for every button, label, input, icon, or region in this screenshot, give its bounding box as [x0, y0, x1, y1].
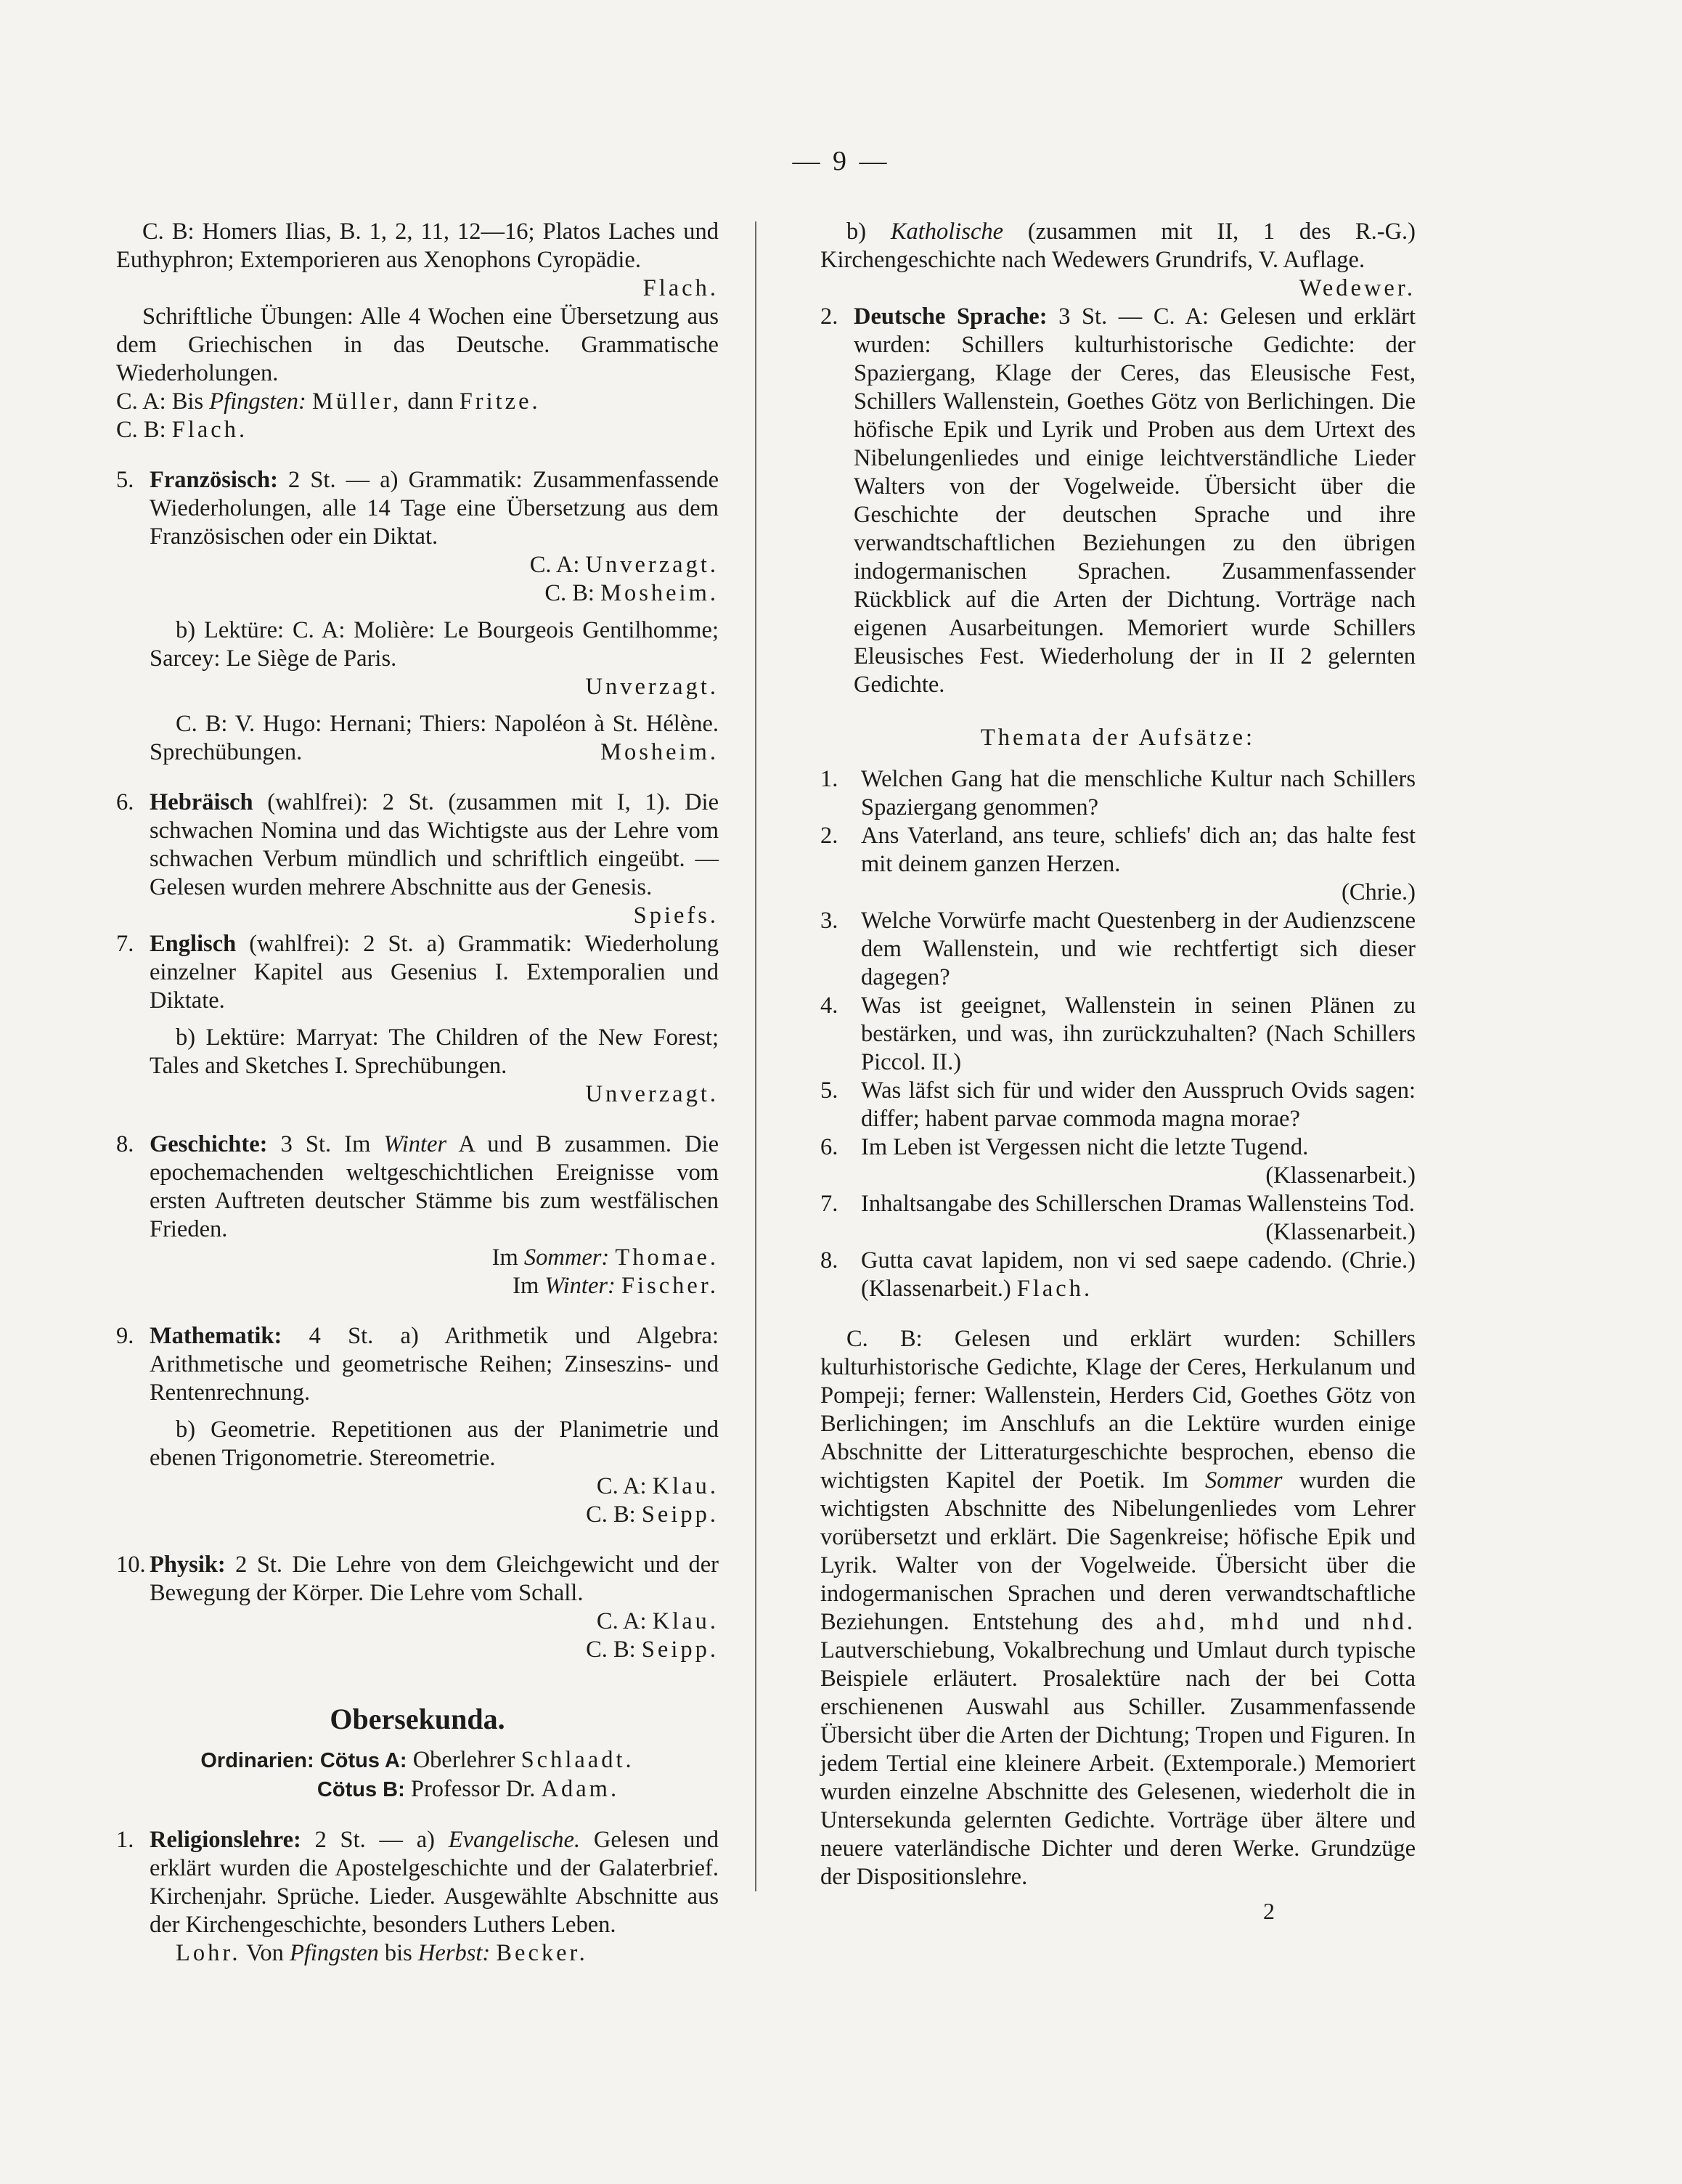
subject-hebrew: 6. Hebräisch (wahlfrei): 2 St. (zusammen mit I, 1). Die schwachen Nomina und das Wichtigste aus der Lehre vom schwachen Verbum mündlich und schriftlich eingeübt. — Gelesen wurden mehrere Abschnitte aus der Genesis. Spiefs.	[116, 789, 719, 929]
column-divider	[755, 221, 756, 1891]
subject-title: Physik:	[150, 1552, 226, 1578]
subject-math: 9. Mathematik: 4 St. a) Arithmetik und Algebra: Arithmetische und geometrische Reihen; Zinseszins- und Rentenrechnung. b) Geometrie. Repetitionen aus der Planimetrie und ebenen Trigonometrie. Stereometrie. C. A: Klau. C. B: Seipp.	[116, 1323, 719, 1528]
subject-title: Französisch:	[150, 467, 278, 493]
subject-title: Geschichte:	[150, 1131, 268, 1157]
teacher-name: Unverzagt.	[585, 1081, 719, 1107]
subject-title: Englisch	[150, 931, 237, 957]
right-column	[820, 218, 1416, 1891]
teacher-name: Unverzagt.	[585, 552, 719, 578]
teacher-name: Seipp.	[641, 1502, 719, 1528]
sheet-number: 2	[1263, 1898, 1275, 1924]
ordinarien-a: Ordinarien: Cötus A: Oberlehrer Schlaadt.	[200, 1747, 634, 1773]
teacher-name: Müller,	[311, 388, 402, 415]
greek-cb2-line: C. B: Flach.	[116, 417, 248, 443]
teacher-name: Schlaadt.	[520, 1747, 634, 1773]
greek-written-paragraph: Schriftliche Übungen: Alle 4 Wochen eine Übersetzung aus dem Griechischen in das Deutsche. Grammatische Wiederholungen.	[116, 303, 719, 386]
teacher-name: Fischer.	[621, 1273, 719, 1299]
subject-history: 8. Geschichte: 3 St. Im Winter A und B zusammen. Die epochemachenden weltgeschichtlichen Ereignisse vom ersten Auftreten deutscher Stämme bis zum westfälischen Frieden. Im Sommer: Thomae. Im Winter: Fischer.	[116, 1131, 719, 1299]
list-item: 5. Was läfst sich für und wider den Ausspruch Ovids sagen: differ; habent parvae commoda magna morae?	[820, 1077, 1416, 1132]
left-column	[116, 218, 719, 1968]
teacher-name: Klau.	[652, 1608, 719, 1634]
teacher-name: Mosheim.	[600, 580, 719, 606]
section-title: Obersekunda.	[330, 1703, 505, 1735]
list-item: 3. Welche Vorwürfe macht Questenberg in der Audienzscene dem Wallenstein, und wie rechtfertigt sich dieser dagegen?	[820, 908, 1416, 990]
teacher-name: Becker.	[496, 1940, 588, 1966]
list-item: 1. Welchen Gang hat die menschliche Kultur nach Schillers Spaziergang genommen?	[820, 766, 1416, 820]
teacher-name: Wedewer.	[1299, 275, 1416, 301]
subject-religion: 1. Religionslehre: 2 St. — a) Evangelische. Gelesen und erklärt wurden die Apostelgeschichte und der Galaterbrief. Kirchenjahr. Sprüche. Lieder. Ausgewählte Abschnitte aus der Kirchengeschichte, besonders Luthers Leben. Lohr. Von Pfingsten bis Herbst: Becker.	[116, 1827, 719, 1966]
teacher-name: Klau.	[652, 1473, 719, 1499]
catholic-religion: b) Katholische (zusammen mit II, 1 des R.-G.) Kirchengeschichte nach Wedewers Grundrifs, V. Auflage. Wedewer.	[820, 219, 1416, 301]
teacher-name: Flach.	[171, 417, 248, 443]
subject-german: 2. Deutsche Sprache: 3 St. — C. A: Gelesen und erklärt wurden: Schillers kulturhistorische Gedichte: der Spaziergang, Klage der Ceres, das Eleusische Fest, Schillers Wallenstein, Goethes Götz von Berlichingen. Die höfische Epik und Lyrik und Proben aus dem Urtext des Nibelungenliedes und einige leichtverständliche Lieder Walters von der Vogelweide. Übersicht über die Geschichte der deutschen Sprache und ihre verwandtschaftlichen Beziehungen zu den übrigen indogermanischen Sprachen. Zusammenfassender Rückblick auf die Arten der Dichtung. Vorträge nach eigenen Ausarbeitungen. Memoriert wurde Schillers Eleusisches Fest. Wiederholung der in II 2 gelernten Gedichte.	[820, 303, 1416, 698]
teacher-name: Flach.	[642, 275, 719, 301]
teacher-name: Unverzagt.	[585, 674, 719, 700]
list-item: 8. Gutta cavat lapidem, non vi sed saepe cadendo. (Chrie.) (Klassenarbeit.) Flach.	[820, 1247, 1416, 1302]
topics-title: Themata der Aufsätze:	[980, 725, 1256, 751]
list-item: 7. Inhaltsangabe des Schillerschen Dramas Wallensteins Tod. (Klassenarbeit.)	[820, 1191, 1416, 1245]
list-item: 6. Im Leben ist Vergessen nicht die letzte Tugend. (Klassenarbeit.)	[820, 1134, 1416, 1189]
subject-title: Hebräisch	[150, 789, 253, 815]
greek-cb-text: C. B: Homers Ilias, B. 1, 2, 11, 12—16; Platos Laches und Euthyphron; Extemporieren aus Xenophons Cyropädie.	[116, 219, 719, 273]
subject-french: 5. Französisch: 2 St. — a) Grammatik: Zusammenfassende Wiederholungen, alle 14 Tage eine Übersetzung aus dem Französischen oder ein Diktat. C. A: Unverzagt. C. B: Mosheim. b) Lektüre: C. A: Molière: Le Bourgeois Gentilhomme; Sarcey: Le Siège de Paris. Unverzagt. C. B: V. Hugo: Hernani; Thiers: Napoléon à St. Hélène. Sprechübungen. Mosheim.	[116, 467, 719, 765]
subject-title: Deutsche Sprache:	[854, 303, 1048, 330]
teacher-name: Seipp.	[641, 1637, 719, 1663]
german-cb-paragraph: C. B: Gelesen und erklärt wurden: Schillers kulturhistorische Gedichte, Klage der Ceres, Herkulanum und Pompeji; ferner: Wallenstein, Herders Cid, Goethes Götz von Berlichingen; im Anschlufs an die Lektüre wurden einige Abschnitte der Litteraturgeschichte besprochen, ebenso die wichtigsten Kapitel der Poetik. Im Sommer wurden die wichtigsten Abschnitte des Nibelungenliedes vom Lehrer vorübersetzt und erklärt. Die Sagenkreise; höfische Epik und Lyrik. Walter von der Vogelweide. Übersicht über die indogermanischen Sprachen und deren verwandtschaftliche Beziehungen. Entstehung des ahd, mhd und nhd. Lautverschiebung, Vokalbrechung und Umlaut durch typische Beispiele erläutert. Prosalektüre nach der bei Cotta erschienenen Auswahl aus Schiller. Zusammenfassende Übersicht über die Arten der Dichtung; Tropen und Figuren. In jedem Tertial eine kleinere Arbeit. (Extemporale.) Memoriert wurden einzelne Abschnitte des Gelesenen, wiederholt die in Untersekunda gelernten Gedichte. Vorträge über ältere und neuere vaterländische Dichter und deren Werke. Grundzüge der Dispositionslehre.	[820, 1326, 1416, 1890]
subject-english: 7. Englisch (wahlfrei): 2 St. a) Grammatik: Wiederholung einzelner Kapitel aus Gesenius I. Extemporalien und Diktate. b) Lektüre: Marryat: The Children of the New Forest; Tales and Sketches I. Sprechübungen. Unverzagt.	[116, 931, 719, 1107]
teacher-name: Thomae.	[615, 1244, 719, 1271]
subject-title: Mathematik:	[150, 1323, 282, 1349]
teacher-name: Adam.	[541, 1776, 620, 1802]
teacher-name: Fritze.	[459, 388, 541, 415]
list-item: 4. Was ist geeignet, Wallenstein in seinen Plänen zu bestärken, und was, ihn zurückzuhalten? (Nach Schillers Piccol. II.)	[820, 993, 1416, 1075]
subject-title: Religionslehre:	[150, 1827, 301, 1853]
list-item: 2. Ans Vaterland, ans teure, schliefs' dich an; das halte fest mit deinem ganzen Herzen. (Chrie.)	[820, 823, 1416, 905]
subject-physics: 10. Physik: 2 St. Die Lehre von dem Gleichgewicht und der Bewegung der Körper. Die Lehre vom Schall. C. A: Klau. C. B: Seipp.	[116, 1552, 719, 1663]
ordinarien-b: Cötus B: Professor Dr. Adam.	[317, 1776, 620, 1802]
teacher-name: Spiefs.	[633, 902, 719, 929]
page-number: — 9 —	[792, 146, 890, 176]
teacher-name: Flach.	[1016, 1276, 1093, 1302]
teacher-name: Mosheim.	[600, 739, 719, 765]
topics-list	[820, 765, 1416, 1303]
greek-ca-line: C. A: Bis Pfingsten: Müller, dann Fritze.	[116, 388, 541, 415]
teacher-name: Lohr.	[176, 1940, 241, 1966]
greek-cb-paragraph	[116, 218, 719, 301]
